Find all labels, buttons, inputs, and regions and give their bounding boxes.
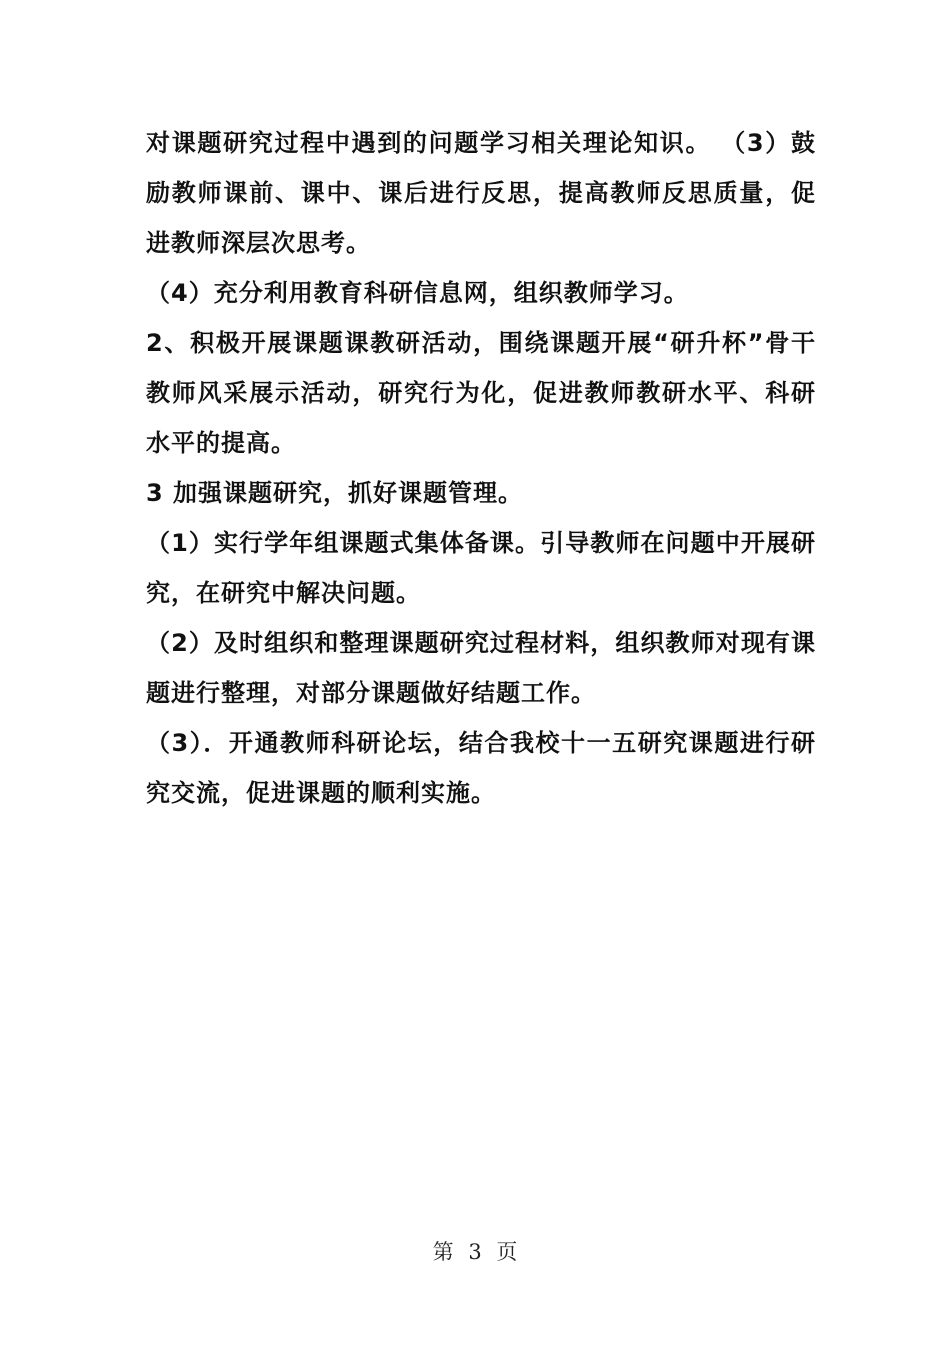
paragraph-2: （4）充分利用教育科研信息网，组织教师学习。 bbox=[146, 279, 689, 307]
page-number: 3 bbox=[468, 1240, 482, 1264]
footer-prefix: 第 bbox=[432, 1240, 454, 1264]
paragraph-3: 2、积极开展课题课教研活动，围绕课题开展“研升杯”骨干教师风采展示活动，研究行为化，促进教师教研水平、科研水平的提高。 bbox=[146, 329, 816, 457]
paragraph-5: （1）实行学年组课题式集体备课。引导教师在问题中开展研究，在研究中解决问题。 bbox=[146, 529, 816, 607]
paragraph-1: 对课题研究过程中遇到的问题学习相关理论知识。 （3）鼓励教师课前、课中、课后进行反思，提高教师反思质量，促进教师深层次思考。 bbox=[146, 129, 816, 257]
document-body bbox=[146, 118, 816, 818]
page-footer bbox=[0, 1236, 950, 1266]
paragraph-6: （2）及时组织和整理课题研究过程材料，组织教师对现有课题进行整理，对部分课题做好结题工作。 bbox=[146, 629, 816, 707]
paragraph-4: 3 加强课题研究，抓好课题管理。 bbox=[146, 479, 524, 507]
paragraph-7: （3）．开通教师科研论坛，结合我校十一五研究课题进行研究交流，促进课题的顺利实施。 bbox=[146, 729, 816, 807]
footer-suffix: 页 bbox=[496, 1240, 518, 1264]
